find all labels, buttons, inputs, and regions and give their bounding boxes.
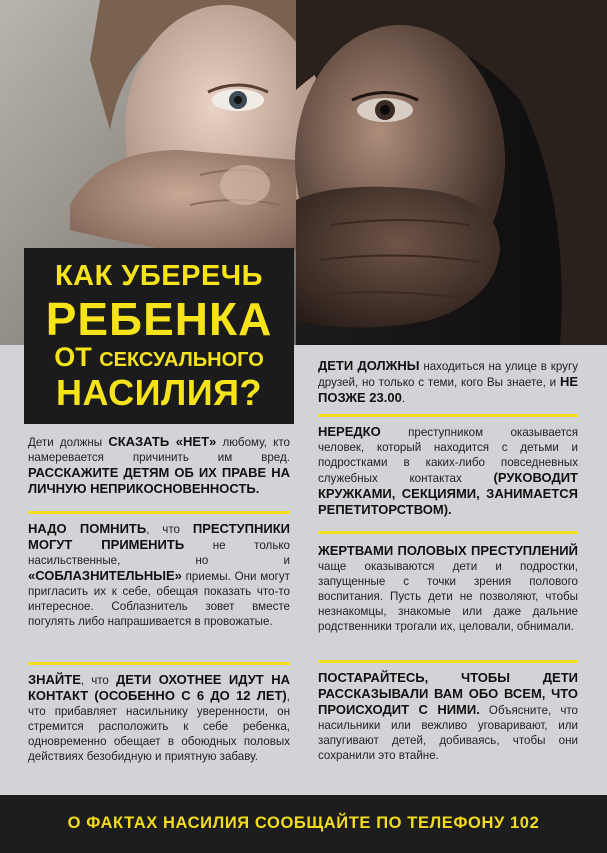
title-line-4: НАСИЛИЯ?	[56, 372, 262, 413]
hotline-text: О ФАКТАХ НАСИЛИЯ СООБЩАЙТЕ ПО ТЕЛЕФОНУ 102	[67, 814, 540, 832]
title-box	[24, 248, 294, 424]
title-line-1: КАК УБЕРЕЧЬ	[54, 260, 264, 292]
title-line-3a: ОТ	[54, 342, 100, 372]
right-paragraph-2: НЕРЕДКО преступником оказывается человек, который находится с детьми и подростками в каких-либо повседневных служебных контактах (РУКОВОДИТ КРУЖКАМИ, СЕКЦИЯМИ, ЗАНИМАЕТСЯ РЕПЕТИТОРСТВОМ).	[318, 424, 578, 517]
left-paragraph-2: НАДО ПОМНИТЬ, что ПРЕСТУПНИКИ МОГУТ ПРИМЕНИТЬ не только насильственные, но и «СОБЛАЗНИТЕЛЬНЫЕ» приемы. Они могут пригласить их к себе, обещая показать что-то интересное. Соблазнитель зовет вместе погулять либо напрашивается в провожатые.	[28, 521, 291, 628]
title-line-3	[24, 342, 294, 373]
right-paragraph-1: ДЕТИ ДОЛЖНЫ находиться на улице в кругу друзей, но только с теми, кого Вы знаете, и НЕ ПОЗЖЕ 23.00.	[318, 358, 578, 405]
left-separator-1	[28, 511, 290, 514]
left-paragraph-3: ЗНАЙТЕ, что ДЕТИ ОХОТНЕЕ ИДУТ НА КОНТАКТ (ОСОБЕННО С 6 ДО 12 ЛЕТ), что прибавляет насильнику уверенности, он стремится расположить к себе ребенка, одновременно обещает в обоюдных половых действиях безобидную и приятную забаву.	[28, 672, 290, 763]
left-separator-2	[28, 662, 290, 665]
right-separator-3	[318, 660, 578, 663]
title-line-2: РЕБЕНКА	[45, 293, 273, 345]
right-paragraph-3: ЖЕРТВАМИ ПОЛОВЫХ ПРЕСТУПЛЕНИЙ чаще оказываются дети и подростки, запущенные с точки зрения полового воспитания. Пусть дети не позволяют, чтобы незнакомцы, знакомые или даже дальние родственники трогали их, целовали, обнимали.	[318, 543, 578, 633]
title-line-3b: СЕКСУАЛЬНОГО	[99, 349, 264, 371]
right-separator-1	[318, 414, 578, 417]
footer-bar	[0, 795, 607, 853]
right-paragraph-4: ПОСТАРАЙТЕСЬ, ЧТОБЫ ДЕТИ РАССКАЗЫВАЛИ ВАМ ОБО ВСЕМ, ЧТО ПРОИСХОДИТ С НИМИ. Объясните, что насильники или вежливо уговаривают, или запугивают детей, добиваясь, чтобы они сохранили это втайне.	[318, 670, 578, 762]
left-paragraph-1: Дети должны СКАЗАТЬ «НЕТ» любому, кто намеревается причинить им вред. РАССКАЖИТЕ ДЕТЯМ ОБ ИХ ПРАВЕ НА ЛИЧНУЮ НЕПРИКОСНОВЕННОСТЬ.	[28, 434, 291, 496]
right-separator-2	[318, 531, 578, 534]
